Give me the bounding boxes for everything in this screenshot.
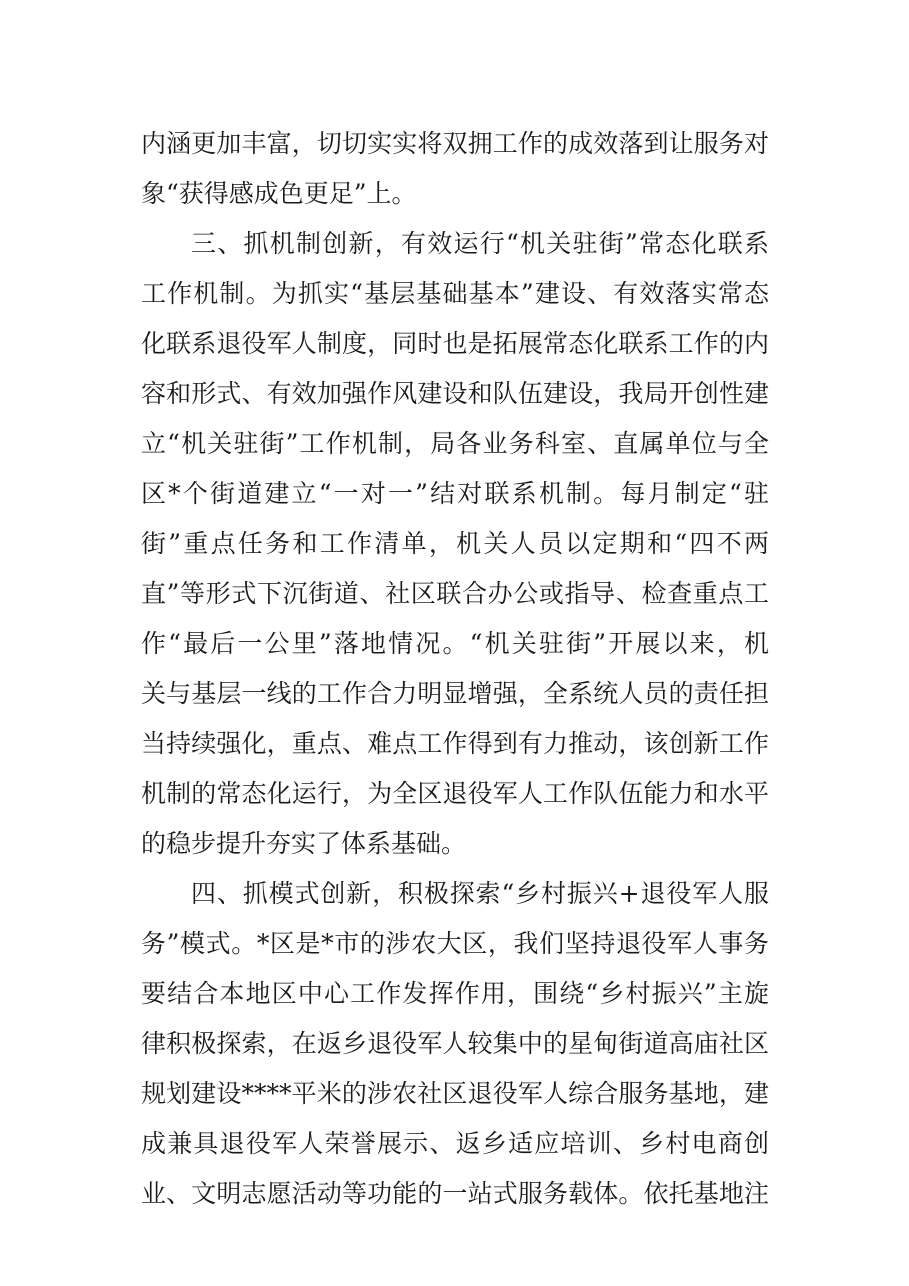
text-line: 规划建设****平米的涉农社区退役军人综合服务基地，建 <box>141 1079 769 1108</box>
text-line: 要结合本地区中心工作发挥作用，围绕“乡村振兴”主旋 <box>141 979 769 1008</box>
text-line: 成兼具退役军人荣誉展示、返乡适应培训、乡村电商创 <box>141 1129 769 1158</box>
text-line: 当持续强化，重点、难点工作得到有力推动，该创新工作 <box>141 729 769 758</box>
text-line: 街”重点任务和工作清单，机关人员以定期和“四不两 <box>141 529 769 558</box>
text-line: 象“获得感成色更足”上。 <box>141 179 417 208</box>
text-line: 立“机关驻街”工作机制，局各业务科室、直属单位与全 <box>141 429 769 458</box>
text-line: 机制的常态化运行，为全区退役军人工作队伍能力和水平 <box>141 779 769 808</box>
text-line: 容和形式、有效加强作风建设和队伍建设，我局开创性建 <box>141 379 769 408</box>
text-line: 务”模式。*区是*市的涉农大区，我们坚持退役军人事务 <box>141 929 769 958</box>
text-line: 的稳步提升夯实了体系基础。 <box>141 829 467 858</box>
text-line: 律积极探索，在返乡退役军人较集中的星甸街道高庙社区 <box>141 1029 769 1058</box>
text-line: 区*个街道建立“一对一”结对联系机制。每月制定“驻 <box>141 479 769 508</box>
text-line: 业、文明志愿活动等功能的一站式服务载体。依托基地注 <box>141 1179 769 1208</box>
text-line: 关与基层一线的工作合力明显增强，全系统人员的责任担 <box>141 679 769 708</box>
text-line: 化联系退役军人制度，同时也是拓展常态化联系工作的内 <box>141 329 769 358</box>
text-line: 工作机制。为抓实“基层基础基本”建设、有效落实常态 <box>141 279 769 308</box>
paragraph-heading-3: 三、抓机制创新，有效运行“机关驻街”常态化联系 <box>191 229 769 258</box>
text-line: 内涵更加丰富，切切实实将双拥工作的成效落到让服务对 <box>141 129 769 158</box>
text-line: 直”等形式下沉街道、社区联合办公或指导、检查重点工 <box>141 579 769 608</box>
text-line: 作“最后一公里”落地情况。“机关驻街”开展以来，机 <box>141 629 769 658</box>
paragraph-heading-4: 四、抓模式创新，积极探索“乡村振兴+退役军人服 <box>191 879 769 908</box>
